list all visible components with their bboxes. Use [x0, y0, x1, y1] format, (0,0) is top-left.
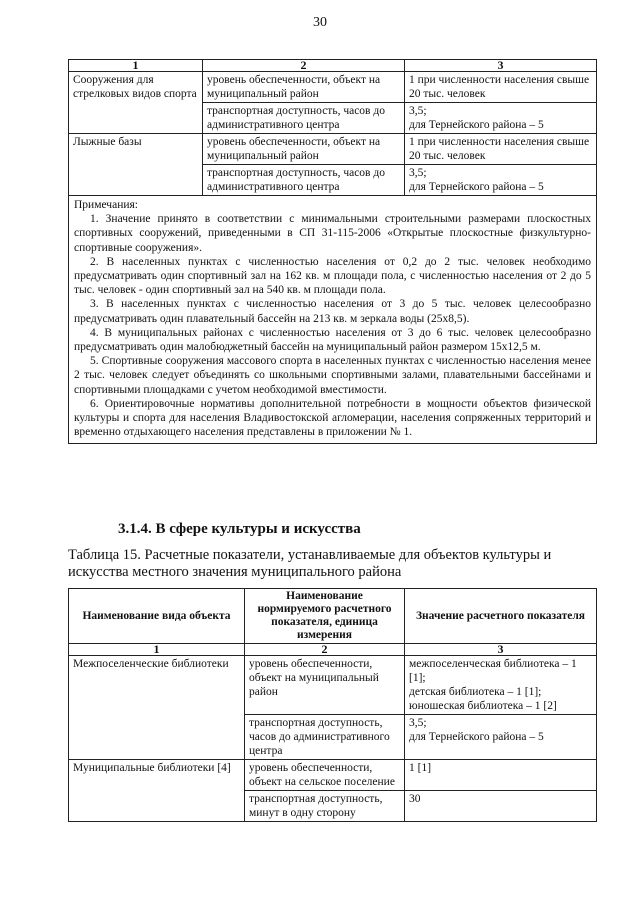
indicator-cell: уровень обеспеченности, объект на сельское поселение	[245, 760, 405, 791]
page-number: 30	[313, 15, 327, 30]
header-row	[69, 589, 597, 644]
value-cell: 1 при численности населения свыше 20 тыс. человек	[405, 72, 597, 103]
value-cell: 30	[405, 791, 597, 822]
note-item: 6. Ориентировочные нормативы дополнительной потребности в мощности объектов физической культуры и спорта для населения Владивостокской агломерации, населения сопряженных территорий и временно отдыхающего населения представлены в приложении № 1.	[74, 397, 591, 439]
value-line: для Тернейского района – 5	[409, 181, 544, 193]
object-name-cell: Сооружения для стрелковых видов спорта	[69, 72, 203, 134]
note-item: 5. Спортивные сооружения массового спорта в населенных пунктах с численностью населения менее 2 тыс. человек следует объединять со школьными спортивными залами, плавательными бассейнами и спортивными площадками с учетом необходимой вместимости.	[74, 355, 591, 396]
value-line: для Тернейского района – 5	[409, 119, 544, 131]
column-number: 2	[203, 60, 405, 72]
value-cell	[405, 656, 597, 715]
notes-title: Примечания:	[74, 199, 138, 211]
value-line: для Тернейского района – 5	[409, 731, 544, 743]
note-item: 4. В муниципальных районах с численностью населения от 3 до 6 тыс. человек целесообразно предусматривать один малобюджетный бассейн на муниципальный район размером 15х12,5 м.	[74, 326, 591, 354]
table-row	[69, 656, 597, 715]
column-number: 3	[405, 60, 597, 72]
indicator-cell: транспортная доступность, часов до административного центра	[203, 103, 405, 134]
indicator-cell: транспортная доступность, часов до административного центра	[203, 165, 405, 196]
value-cell: 1 при численности населения свыше 20 тыс. человек	[405, 134, 597, 165]
column-header: Наименование нормируемого расчетного показателя, единица измерения	[245, 589, 405, 644]
column-header: Наименование вида объекта	[69, 589, 245, 644]
indicator-cell: уровень обеспеченности, объект на муниципальный район	[203, 72, 405, 103]
value-line: межпоселенческая библиотека – 1 [1];	[409, 658, 577, 684]
value-line: 3,5;	[409, 105, 427, 117]
object-name-cell: Лыжные базы	[69, 134, 203, 196]
value-line: 3,5;	[409, 167, 427, 179]
column-number-row	[69, 60, 597, 72]
indicator-cell: транспортная доступность, часов до административного центра	[245, 715, 405, 760]
object-name-cell: Муниципальные библиотеки [4]	[69, 760, 245, 822]
table-row	[69, 760, 597, 791]
note-item: 1. Значение принято в соответствии с минимальными строительными размерами плоскостных спортивных сооружений, приведенными в СП 31-115-2006 «Открытые плоскостные физкультурно-спортивные сооружения».	[74, 213, 591, 254]
column-header: Значение расчетного показателя	[405, 589, 597, 644]
value-cell	[405, 165, 597, 196]
note-item: 2. В населенных пунктах с численностью населения от 0,2 до 2 тыс. человек необходимо предусматривать один спортивный зал на 162 кв. м площади пола, с численностью населения от 2 до 5 тыс. человек - один спортивный зал на 540 кв. м площади пола.	[74, 255, 591, 297]
notes-cell	[69, 196, 597, 444]
column-number-row	[69, 644, 597, 656]
value-cell: 1 [1]	[405, 760, 597, 791]
column-number: 3	[405, 644, 597, 656]
value-line: юношеская библиотека – 1 [2]	[409, 700, 557, 712]
column-number: 2	[245, 644, 405, 656]
value-cell	[405, 715, 597, 760]
notes-row	[69, 196, 597, 444]
indicator-cell: уровень обеспеченности, объект на муниципальный район	[245, 656, 405, 715]
value-line: 3,5;	[409, 717, 427, 729]
object-name-cell: Межпоселенческие библиотеки	[69, 656, 245, 760]
table-caption: Таблица 15. Расчетные показатели, устанавливаемые для объектов культуры и искусства местного значения муниципального района	[68, 547, 552, 580]
column-number: 1	[69, 644, 245, 656]
note-item: 3. В населенных пунктах с численностью населения от 3 до 5 тыс. человек целесообразно предусматривать один плавательный бассейн на 213 кв. м зеркала воды (25х8,5).	[74, 298, 591, 325]
table-row	[69, 72, 597, 103]
sports-facilities-table	[68, 59, 597, 444]
section-heading: 3.1.4. В сфере культуры и искусства	[118, 521, 361, 537]
value-line: детская библиотека – 1 [1];	[409, 686, 542, 698]
table-row	[69, 134, 597, 165]
value-cell	[405, 103, 597, 134]
indicator-cell: уровень обеспеченности, объект на муниципальный район	[203, 134, 405, 165]
culture-facilities-table	[68, 588, 597, 822]
indicator-cell: транспортная доступность, минут в одну сторону	[245, 791, 405, 822]
column-number: 1	[69, 60, 203, 72]
